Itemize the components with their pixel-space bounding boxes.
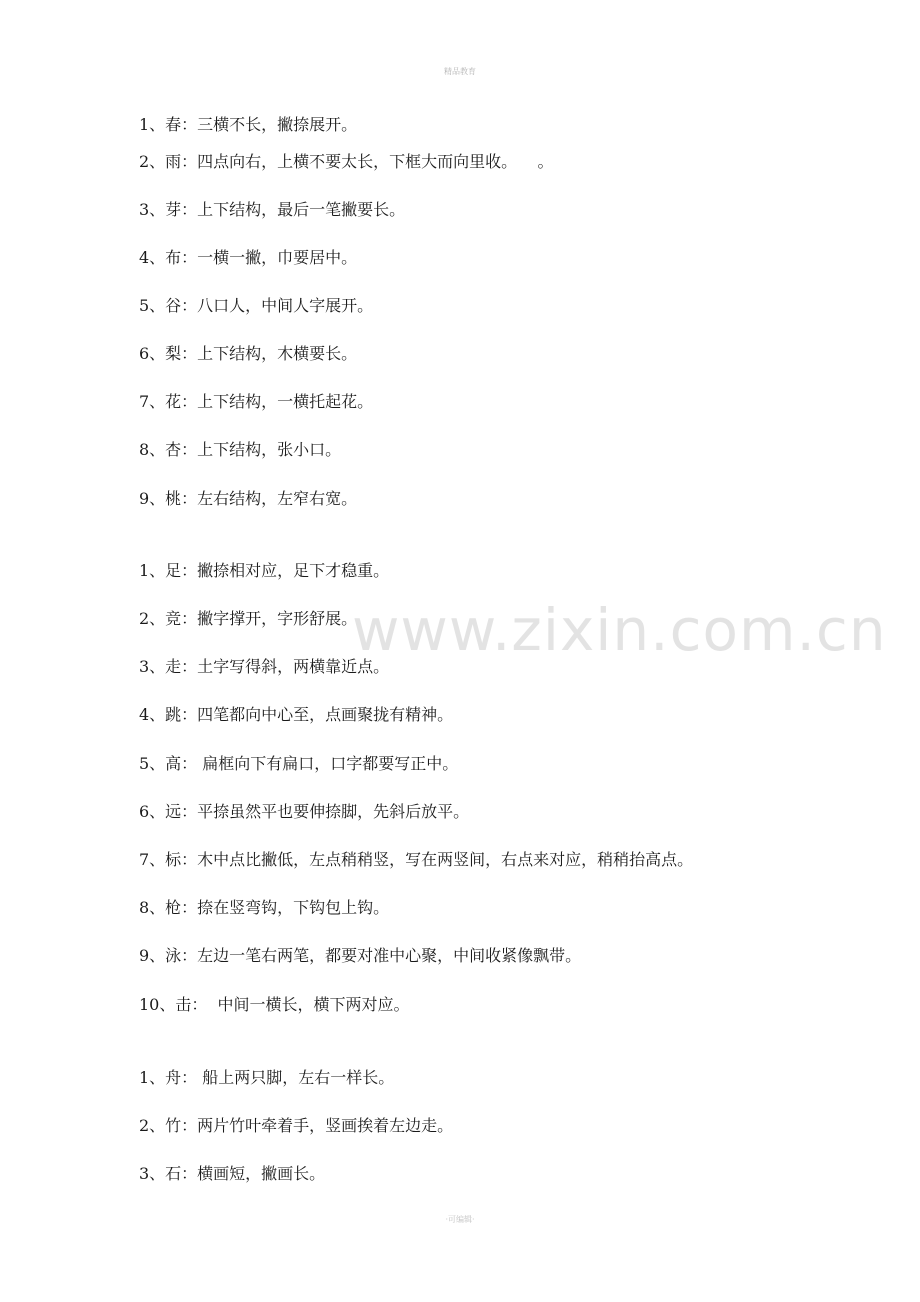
tip-line: 3、走：土字写得斜，两横靠近点。	[139, 657, 390, 676]
tip-line: 1、春：三横不长，撇捺展开。	[139, 115, 358, 134]
tip-line: 3、芽：上下结构，最后一笔撇要长。	[139, 200, 406, 219]
site-watermark: www.zixin.com.cn	[352, 596, 887, 664]
tip-line: 6、梨：上下结构，木横要长。	[139, 344, 358, 363]
tip-line: 8、杏：上下结构，张小口。	[139, 440, 342, 459]
tip-line: 9、桃：左右结构，左窄右宽。	[139, 489, 358, 508]
tip-line: 3、石：横画短，撇画长。	[139, 1164, 326, 1183]
tip-line: 5、高： 扁框向下有扁口，口字都要写正中。	[139, 754, 459, 773]
tip-line: 1、足：撇捺相对应，足下才稳重。	[139, 561, 390, 580]
tip-line: 8、枪：捺在竖弯钩，下钩包上钩。	[139, 898, 390, 917]
tip-line: 7、花：上下结构，一横托起花。	[139, 392, 374, 411]
tip-line: 2、竹：两片竹叶牵着手，竖画挨着左边走。	[139, 1116, 454, 1135]
tip-line: 10、击： 中间一横长，横下两对应。	[139, 995, 410, 1014]
tip-line: 2、雨：四点向右，上横不要太长，下框大而向里收。 。	[139, 152, 554, 171]
tip-line: 4、跳：四笔都向中心至，点画聚拢有精神。	[139, 705, 454, 724]
tip-line: 9、泳：左边一笔右两笔，都要对准中心聚，中间收紧像飘带。	[139, 946, 582, 965]
tip-line: 2、竞：撇字撑开，字形舒展。	[139, 609, 358, 628]
header-watermark-text: 精品教育	[444, 67, 476, 76]
footer-watermark-text: ·可编辑·	[445, 1215, 475, 1224]
tip-line: 4、布：一横一撇，巾要居中。	[139, 248, 358, 267]
tip-line: 7、标：木中点比撇低，左点稍稍竖，写在两竖间，右点来对应，稍稍抬高点。	[139, 850, 694, 869]
tip-line: 6、远：平捺虽然平也要伸捺脚，先斜后放平。	[139, 802, 470, 821]
tip-line: 5、谷：八口人，中间人字展开。	[139, 296, 374, 315]
tip-line: 1、舟： 船上两只脚，左右一样长。	[139, 1068, 395, 1087]
